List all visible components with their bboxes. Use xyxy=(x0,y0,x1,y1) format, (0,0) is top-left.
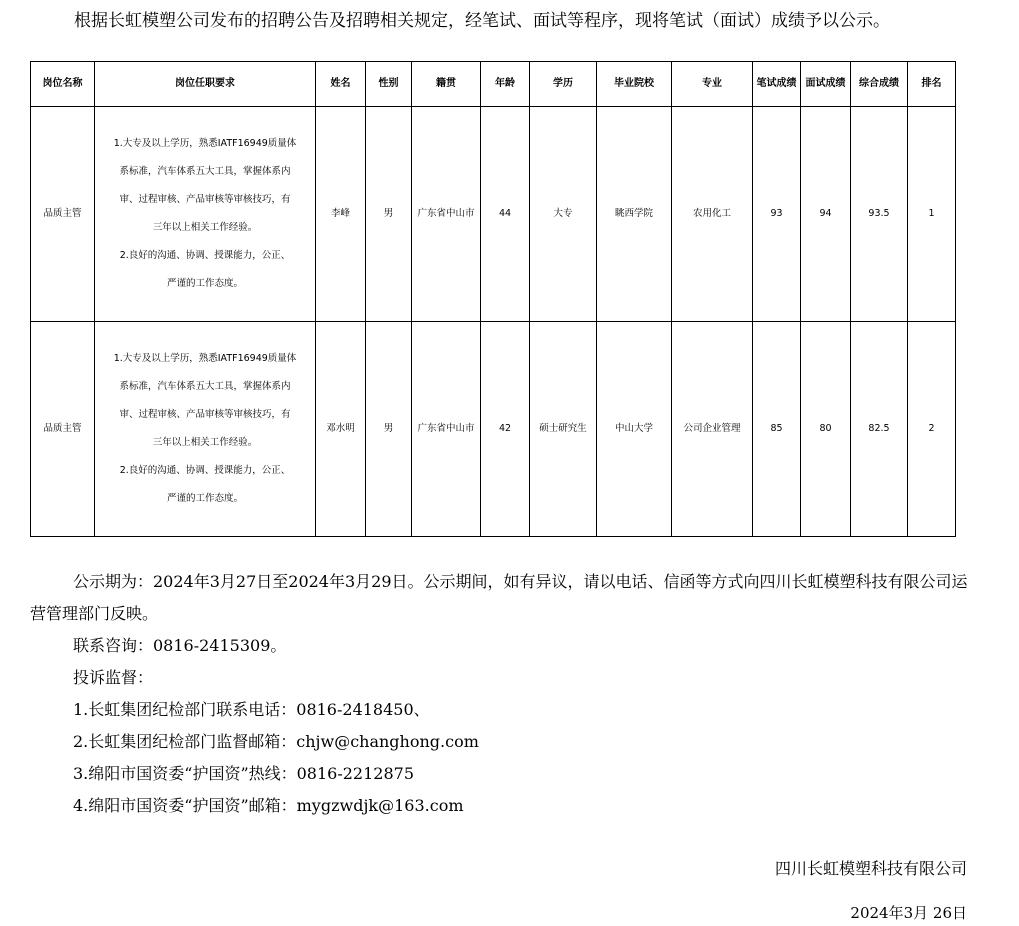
cell-age: 44 xyxy=(481,107,530,322)
requirement-line: 2.良好的沟通、协调、授课能力，公正、 xyxy=(119,465,291,476)
header-origin: 籍贯 xyxy=(412,62,481,107)
notice-complaint-title: 投诉监督： xyxy=(73,668,154,687)
footer-company: 四川长虹模塑科技有限公司 xyxy=(774,859,967,878)
cell-education: 大专 xyxy=(530,107,597,322)
cell-name: 邓水明 xyxy=(316,322,366,537)
requirement-line: 三年以上相关工作经验。 xyxy=(152,437,258,448)
cell-total-score: 82.5 xyxy=(851,322,908,537)
header-position: 岗位名称 xyxy=(31,62,95,107)
cell-total-score: 93.5 xyxy=(851,107,908,322)
cell-requirements xyxy=(95,107,316,322)
results-table xyxy=(30,61,956,537)
cell-name: 李峰 xyxy=(316,107,366,322)
requirement-line: 审、过程审核、产品审核等审核技巧，有 xyxy=(119,409,291,420)
header-age: 年龄 xyxy=(481,62,530,107)
notice-period: 公示期为：2024年3月27日至2024年3月29日。公示期间，如有异议，请以电话、信函等方式向四川长虹模塑科技有限公司运营管理部门反映。 xyxy=(30,572,968,623)
cell-education: 硕士研究生 xyxy=(530,322,597,537)
cell-rank: 2 xyxy=(908,322,956,537)
requirement-line: 审、过程审核、产品审核等审核技巧，有 xyxy=(119,194,291,205)
cell-written-score: 93 xyxy=(753,107,801,322)
complaint-item: 4.绵阳市国资委“护国资”邮箱：mygzwdjk@163.com xyxy=(73,796,464,815)
cell-requirements xyxy=(95,322,316,537)
table-row xyxy=(31,107,956,322)
requirement-line: 1.大专及以上学历，熟悉IATF16949质量体 xyxy=(113,353,297,364)
requirement-line: 三年以上相关工作经验。 xyxy=(152,222,258,233)
requirement-line: 严谨的工作态度。 xyxy=(166,278,243,289)
notice-contact: 联系咨询：0816-2415309。 xyxy=(73,636,287,655)
complaint-item: 1.长虹集团纪检部门联系电话：0816-2418450、 xyxy=(73,700,430,719)
requirement-line: 系标准，汽车体系五大工具，掌握体系内 xyxy=(119,166,291,177)
cell-gender: 男 xyxy=(366,107,412,322)
header-education: 学历 xyxy=(530,62,597,107)
header-rank: 排名 xyxy=(908,62,956,107)
requirement-line: 系标准，汽车体系五大工具，掌握体系内 xyxy=(119,381,291,392)
cell-gender: 男 xyxy=(366,322,412,537)
header-major: 专业 xyxy=(672,62,753,107)
header-written-score: 笔试成绩 xyxy=(753,62,801,107)
cell-school: 眺西学院 xyxy=(597,107,672,322)
header-name: 姓名 xyxy=(316,62,366,107)
header-school: 毕业院校 xyxy=(597,62,672,107)
cell-age: 42 xyxy=(481,322,530,537)
cell-interview-score: 80 xyxy=(801,322,851,537)
table-header-row xyxy=(31,62,956,107)
cell-origin: 广东省中山市 xyxy=(412,322,481,537)
notice-section xyxy=(30,566,970,822)
table-row xyxy=(31,322,956,537)
header-requirements: 岗位任职要求 xyxy=(95,62,316,107)
cell-interview-score: 94 xyxy=(801,107,851,322)
header-gender: 性别 xyxy=(366,62,412,107)
cell-position: 品质主管 xyxy=(31,107,95,322)
cell-major: 农用化工 xyxy=(672,107,753,322)
requirement-line: 严谨的工作态度。 xyxy=(166,493,243,504)
complaint-item: 2.长虹集团纪检部门监督邮箱：chjw@changhong.com xyxy=(73,732,479,751)
footer-date: 2024年3月 26日 xyxy=(850,904,967,922)
cell-written-score: 85 xyxy=(753,322,801,537)
cell-position: 品质主管 xyxy=(31,322,95,537)
intro-paragraph: 根据长虹模塑公司发布的招聘公告及招聘相关规定，经笔试、面试等程序，现将笔试（面试）成绩予以公示。 xyxy=(74,11,890,31)
cell-school: 中山大学 xyxy=(597,322,672,537)
header-interview-score: 面试成绩 xyxy=(801,62,851,107)
cell-rank: 1 xyxy=(908,107,956,322)
header-total-score: 综合成绩 xyxy=(851,62,908,107)
complaint-item: 3.绵阳市国资委“护国资”热线：0816-2212875 xyxy=(73,764,415,783)
requirement-line: 2.良好的沟通、协调、授课能力，公正、 xyxy=(119,250,291,261)
cell-major: 公司企业管理 xyxy=(672,322,753,537)
cell-origin: 广东省中山市 xyxy=(412,107,481,322)
requirement-line: 1.大专及以上学历，熟悉IATF16949质量体 xyxy=(113,138,297,149)
